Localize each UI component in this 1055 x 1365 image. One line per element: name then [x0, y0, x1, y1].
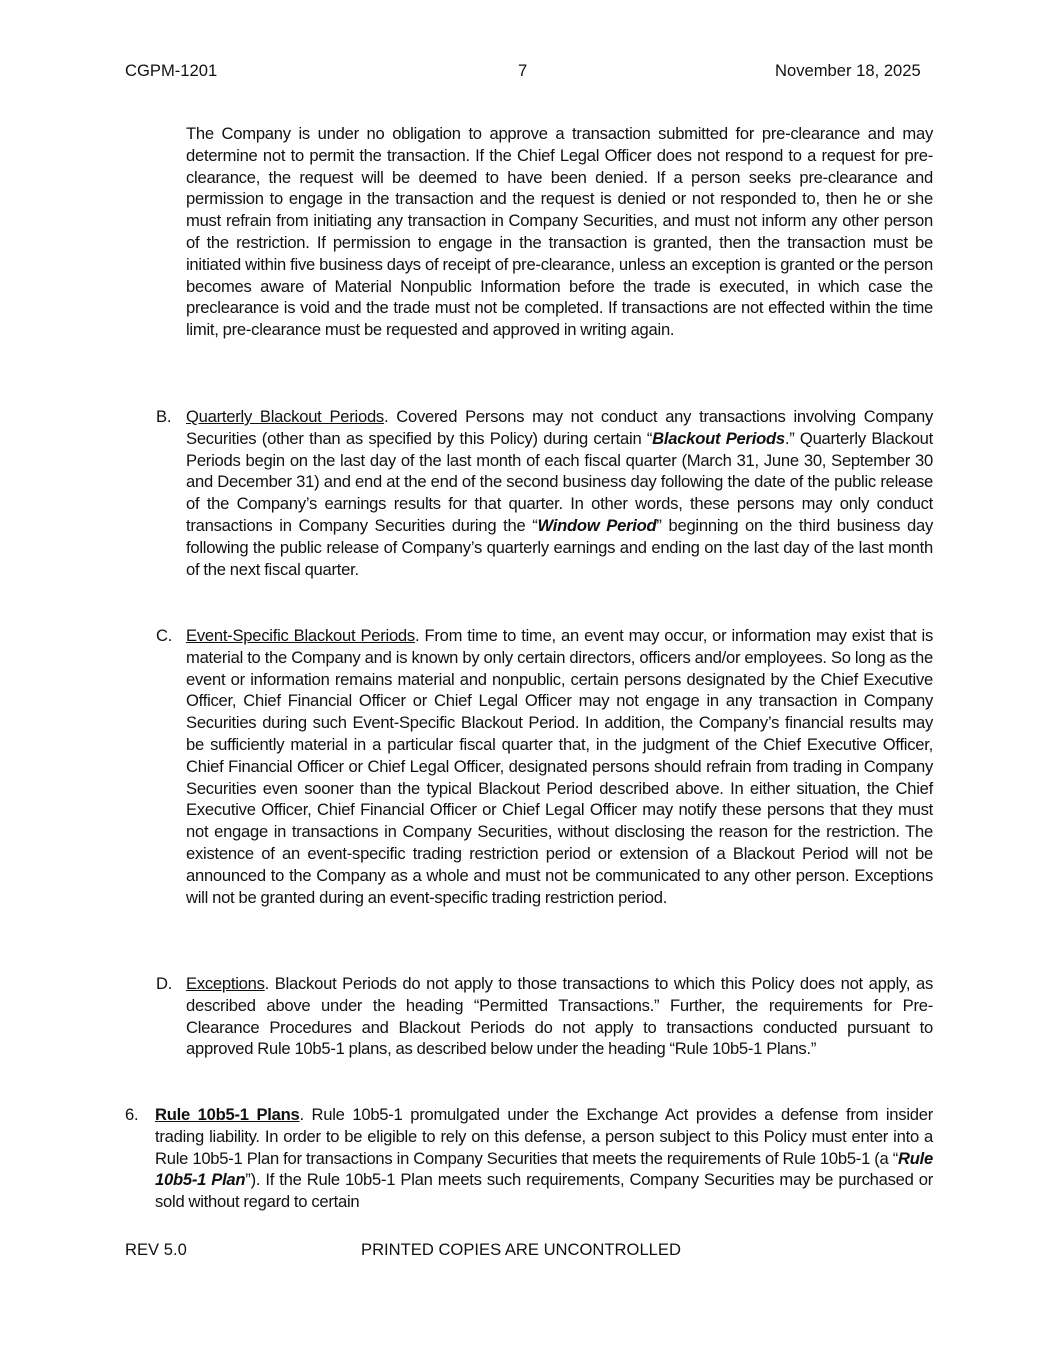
intro-paragraph: The Company is under no obligation to approve a transaction submitted for pre-clearance and may determine not to permit the transaction. If the Chief Legal Officer does not respond to a request for pre-clearance, the request will be deemed to have been denied. If a person seeks pre-clearance and permission to engage in the transaction and the request is denied or not responded to, then he or she must refrain from initiating any transaction in Company Securities, and must not inform any other person of the restriction. If permission to engage in the transaction is granted, then the transaction must be initiated within five business days of receipt of pre-clearance, unless an exception is granted or the person becomes aware of Material Nonpublic Information before the trade is executed, in which case the preclearance is void and the trade must not be completed. If transactions are not effected within the time limit, pre-clearance must be requested and approved in writing again.	[186, 124, 933, 340]
section-b-title: Quarterly Blackout Periods	[186, 407, 384, 426]
section-6-title: Rule 10b5-1 Plans	[155, 1105, 300, 1124]
section-c-marker: C.	[156, 626, 173, 645]
document-date: November 18, 2025	[775, 61, 921, 80]
revision-label: REV 5.0	[125, 1240, 187, 1259]
section-d-marker: D.	[156, 974, 173, 993]
term-blackout-periods: Blackout Periods	[652, 428, 785, 448]
section-6-body	[155, 1104, 933, 1213]
section-c-text: . From time to time, an event may occur, or information may exist that is material to the Company and is known by only certain directors, officers and/or employees. So long as the event or information remains material and nonpublic, certain persons designated by the Chief Executive Officer, Chief Financial Officer or Chief Legal Officer may not engage in any transaction in Company Securities during such Event-Specific Blackout Period. In addition, the Company’s financial results may be sufficiently material in a particular fiscal quarter that, in the judgment of the Chief Executive Officer, Chief Financial Officer or Chief Legal Officer, designated persons should refrain from trading in Company Securities even sooner than the typical Blackout Period described above. In either situation, the Chief Executive Officer, Chief Financial Officer or Chief Legal Officer may notify these persons that they must not engage in transactions in Company Securities, without disclosing the reason for the restriction. The existence of an event-specific trading restriction period or extension of a Blackout Period will not be announced to the Company as a whole and must not be communicated to any other person. Exceptions will not be granted during an event-specific trading restriction period.	[186, 626, 934, 907]
section-6-marker: 6.	[125, 1105, 139, 1124]
term-window-period: Window Period	[537, 515, 657, 535]
term-rule-10b5-1-plan: Rule 10b5-1 Plan	[155, 1148, 933, 1190]
section-b-marker: B.	[156, 407, 172, 426]
page-number: 7	[518, 61, 528, 80]
section-d-text: . Blackout Periods do not apply to those transactions to which this Policy does not apply, as described above under the heading “Permitted Transactions.” Further, the requirements for Pre-Clearance Procedures and Blackout Periods do not apply to transactions conducted pursuant to approved Rule 10b5-1 plans, as described below under the heading “Rule 10b5-1 Plans.”	[186, 974, 933, 1059]
section-b-text-2: .” Quarterly Blackout Periods begin on the last day of the last month of each fiscal quarter (March 31, June 30, September 30 and December 31) and end at the end of the second business day following the date of the public release of the Company’s earnings results for that quarter. In other words, these persons may only conduct transactions in Company Securities during the “	[186, 428, 934, 535]
section-d-title: Exceptions	[186, 974, 265, 993]
section-b-body	[186, 406, 933, 580]
section-c-title: Event-Specific Blackout Periods	[186, 626, 415, 645]
uncontrolled-notice: PRINTED COPIES ARE UNCONTROLLED	[361, 1240, 681, 1259]
section-b-text-3: ” beginning on the third business day following the public release of Company’s quarterly earnings and ending on the last day of the last month of the next fiscal quarter.	[186, 515, 934, 579]
section-6-text-1: . Rule 10b5-1 promulgated under the Exchange Act provides a defense from insider trading liability. In order to be eligible to rely on this defense, a person subject to this Policy must enter into a Rule 10b5-1 Plan for transactions in Company Securities that meets the requirements of Rule 10b5-1 (a “	[155, 1105, 933, 1168]
document-id: CGPM-1201	[125, 61, 218, 80]
section-d-body	[186, 973, 933, 1060]
section-6-text-2: ”). If the Rule 10b5-1 Plan meets such requirements, Company Securities may be purchased or sold without regard to certain	[155, 1170, 933, 1212]
section-c-body	[186, 625, 933, 908]
section-b-text-1: . Covered Persons may not conduct any transactions involving Company Securities (other than as specified by this Policy) during certain “	[186, 407, 933, 448]
